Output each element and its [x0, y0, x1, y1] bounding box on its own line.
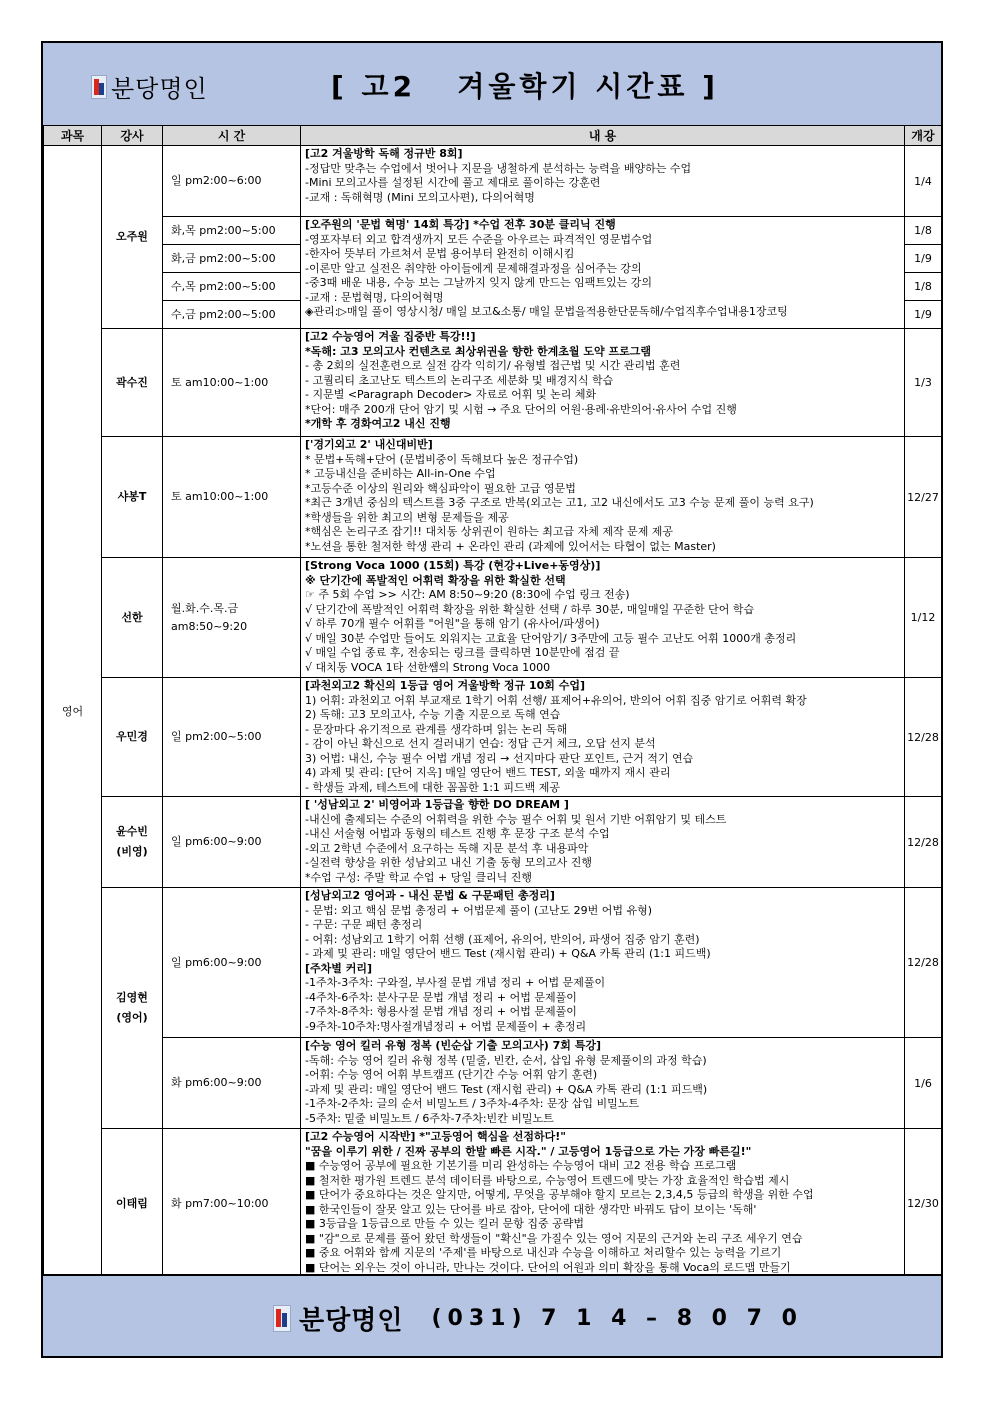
- table-row: [44, 678, 942, 797]
- col-start: 개강: [905, 126, 942, 146]
- content-cell: [301, 329, 905, 437]
- teacher-cell: 오주원: [102, 146, 163, 329]
- content-line: [수능 영어 킬러 유형 정복 (빈순삽 기출 모의고사) 7회 특강]: [305, 1039, 601, 1052]
- schedule-sheet: [41, 41, 943, 1358]
- content-line: -1주차-2주차: 글의 순서 비밀노트 / 3주차-4주차: 문장 삽입 비밀노트: [305, 1097, 640, 1110]
- content-line: [주차별 커리]: [305, 961, 373, 975]
- content-line: ※ 단기간에 폭발적인 어휘력 확장을 위한 확실한 선택: [305, 573, 566, 587]
- teacher-track: (영어): [116, 1011, 148, 1024]
- time-cell: 화,목 pm2:00~5:00: [163, 217, 301, 245]
- teacher-track: (비영): [116, 845, 148, 858]
- content-line: √ 매일 30분 수업만 들어도 외워지는 고효율 단어암기/ 3주만에 고등 필수 고난도 어휘 1000개 총정리: [305, 631, 797, 645]
- content-line: -7주차-8주차: 형용사절 문법 개념 정리 + 어법 문제풀이: [305, 1005, 577, 1018]
- content-line: [오주원의 '문법 혁명' 14회 특강] *수업 전후 30분 클리닉 진행: [305, 218, 616, 231]
- table-row: [44, 329, 942, 437]
- time-hours: am8:50~9:20: [171, 619, 248, 633]
- content-line: 1) 어휘: 과천외고 어휘 부교재로 1학기 어휘 선행/ 표제어+유의어, 반의어 어휘 집중 암기로 어휘력 확장: [305, 693, 807, 707]
- brand-logo-icon: [91, 75, 107, 99]
- teacher-cell: 우민경: [102, 678, 163, 797]
- brand-name: 분당명인: [111, 75, 208, 103]
- content-cell: [301, 217, 905, 329]
- start-cell: 1/8: [905, 217, 942, 245]
- teacher-cell: [102, 888, 163, 1129]
- content-line: ■ 수능영어 공부에 필요한 기본기를 미리 완성하는 수능영어 대비 고2 전용 학습 프로그램: [305, 1159, 737, 1172]
- content-line: - 구문: 구문 패턴 총정리: [305, 918, 423, 931]
- start-cell: 1/3: [905, 329, 942, 437]
- page-title: [ 고2 겨울학기 시간표 ]: [331, 70, 719, 103]
- time-cell: 화 pm6:00~9:00: [163, 1038, 301, 1129]
- start-cell: 12/28: [905, 678, 942, 797]
- content-line: 3) 어법: 내신, 수능 필수 어법 개념 정리 → 선지마다 판단 포인트, 근거 적기 연습: [305, 751, 694, 765]
- content-line: -이론만 알고 실전은 취약한 아이들에게 문제해결과정을 심어주는 강의: [305, 261, 642, 275]
- content-line: ■ 단어는 외우는 것이 아니라, 만나는 것이다. 단어의 어원과 의미 확장을 통해 Voca의 로드맵 만들기: [305, 1260, 791, 1274]
- table-row: [44, 146, 942, 217]
- content-cell: [301, 146, 905, 217]
- time-cell: [163, 558, 301, 678]
- start-cell: 12/30: [905, 1129, 942, 1279]
- content-line: -내신에 출제되는 수준의 어휘력을 위한 수능 필수 어휘 및 원서 기반 어휘암기 및 테스트: [305, 812, 727, 826]
- col-content: 내 용: [301, 126, 905, 146]
- content-line: [과천외고2 확신의 1등급 영어 겨울방학 정규 10회 수업]: [305, 679, 585, 692]
- content-line: -4주차-6주차: 분사구문 문법 개념 정리 + 어법 문제풀이: [305, 990, 577, 1004]
- content-line: 2) 독해: 고3 모의고사, 수능 기출 지문으로 독해 연습: [305, 708, 561, 721]
- content-cell: [301, 678, 905, 797]
- footer-contact: [273, 1300, 803, 1337]
- content-line: -외고 2학년 수준에서 요구하는 독해 지문 분석 후 내용파악: [305, 841, 589, 855]
- brand-logo: [91, 69, 208, 104]
- time-cell: 화,금 pm2:00~5:00: [163, 245, 301, 273]
- start-cell: 12/28: [905, 797, 942, 888]
- header-band: [43, 43, 941, 127]
- schedule-table: [43, 125, 942, 1279]
- content-line: [고2 수능영어 겨울 집중반 특강!!]: [305, 330, 476, 343]
- table-row: [44, 1038, 942, 1129]
- content-line: - 문법: 외고 핵심 문법 총정리 + 어법문제 풀이 (고난도 29번 어법 유형): [305, 903, 653, 917]
- time-cell: 수,목 pm2:00~5:00: [163, 273, 301, 301]
- content-cell: [301, 437, 905, 558]
- content-line: ☞ 주 5회 수업 >> 시간: AM 8:50~9:20 (8:30에 수업 링크 전송): [305, 588, 630, 601]
- content-line: *수업 구성: 주말 학교 수업 + 당일 클리닉 진행: [305, 870, 533, 884]
- content-line: [고2 수능영어 시작반] *"고등영어 핵심을 선점하다!": [305, 1130, 566, 1143]
- content-line: ■ 한국인들이 잘못 알고 있는 단어를 바로 잡아, 단어에 대한 생각만 바꿔도 답이 보이는 '독해': [305, 1202, 757, 1216]
- content-line: √ 단기간에 폭발적인 어휘력 확장을 위한 확실한 선택 / 하루 30분, 매일매일 꾸준한 단어 학습: [305, 602, 755, 616]
- teacher-cell: 이태림: [102, 1129, 163, 1279]
- content-line: *개학 후 경화여고2 내신 진행: [305, 417, 451, 430]
- col-time: 시 간: [163, 126, 301, 146]
- start-cell: 1/9: [905, 301, 942, 329]
- content-line: *단어: 매주 200개 단어 암기 및 시험 → 주요 단어의 어원·용례·유반의어·유사어 수업 진행: [305, 402, 737, 416]
- content-line: - 고퀄리티 초고난도 텍스트의 논리구조 세분화 및 배경지식 학습: [305, 373, 614, 387]
- time-cell: 화 pm7:00~10:00: [163, 1129, 301, 1279]
- content-line: [성남외고2 영어과 - 내신 문법 & 구문패턴 총정리]: [305, 889, 555, 902]
- content-line: -중3때 배운 내용, 수능 보는 그날까지 잊지 않게 만드는 임팩트있는 강의: [305, 276, 652, 289]
- content-line: -9주차-10주차:명사절개념정리 + 어법 문제풀이 + 총정리: [305, 1019, 587, 1033]
- content-line: √ 하루 70개 필수 어휘를 "어원"을 통해 암기 (유사어/파생어): [305, 617, 600, 630]
- content-line: ■ 철저한 평가원 트렌드 분석 데이터를 바탕으로, 수능영어 트렌드에 맞는 가장 효율적인 학습법 제시: [305, 1173, 790, 1187]
- teacher-cell: 곽수진: [102, 329, 163, 437]
- content-cell: [301, 558, 905, 678]
- content-line: -교재 : 문법혁명, 다의어혁명: [305, 290, 444, 304]
- content-line: - 어휘: 성남외고 1학기 어휘 선행 (표제어, 유의어, 반의어, 파생어 집중 암기 훈련): [305, 932, 700, 946]
- start-cell: 1/12: [905, 558, 942, 678]
- time-cell: 토 am10:00~1:00: [163, 329, 301, 437]
- time-cell: 토 am10:00~1:00: [163, 437, 301, 558]
- content-cell: [301, 888, 905, 1038]
- footer-band: [43, 1274, 941, 1356]
- time-cell: 일 pm2:00~6:00: [163, 146, 301, 217]
- table-row: [44, 797, 942, 888]
- content-line: ■ "감"으로 문제를 풀어 왔던 학생들이 "확신"을 가질수 있는 영어 지문의 근거와 논리 구조 세우기 연습: [305, 1231, 803, 1245]
- content-line: -한자어 뜻부터 가르쳐서 문법 용어부터 완전히 이해시킴: [305, 247, 575, 260]
- content-line: * 고등내신을 준비하는 All-in-One 수업: [305, 467, 496, 480]
- content-line: - 감이 아닌 확신으로 선지 걸러내기 연습: 정답 근거 체크, 오답 선지 분석: [305, 737, 656, 750]
- content-line: ■ 3등급을 1등급으로 만들 수 있는 킬러 문항 집중 공략법: [305, 1217, 585, 1230]
- table-row: [44, 888, 942, 1038]
- start-cell: 1/4: [905, 146, 942, 217]
- content-line: -Mini 모의고사를 설정된 시간에 풀고 제대로 풀이하는 강훈련: [305, 176, 601, 189]
- table-row: [44, 437, 942, 558]
- content-line: -내신 서술형 어법과 동형의 테스트 진행 후 문장 구조 분석 수업: [305, 827, 610, 840]
- time-cell: 일 pm6:00~9:00: [163, 797, 301, 888]
- content-line: - 과제 및 관리: 매일 영단어 밴드 Test (재시험 관리) + Q&A 카톡 관리 (1:1 피드백): [305, 947, 711, 960]
- content-line: *고등수준 이상의 원리와 핵심파악이 필요한 고급 영문법: [305, 481, 576, 495]
- col-subject: 과목: [44, 126, 102, 146]
- start-cell: 1/8: [905, 273, 942, 301]
- footer-logo-icon: [273, 1305, 291, 1332]
- content-line: √ 대치동 VOCA 1타 선한쌤의 Strong Voca 1000: [305, 660, 551, 674]
- content-line: -영포자부터 외고 합격생까지 모든 수준을 아우르는 파격적인 영문법수업: [305, 232, 653, 246]
- content-cell: [301, 1038, 905, 1129]
- col-teacher: 강사: [102, 126, 163, 146]
- content-line: -실전력 향상을 위한 성남외고 내신 기출 동형 모의고사 진행: [305, 856, 592, 869]
- content-line: -과제 및 관리: 매일 영단어 밴드 Test (재시험 관리) + Q&A 카톡 관리 (1:1 피드백): [305, 1082, 708, 1096]
- teacher-cell: 샤봉T: [102, 437, 163, 558]
- teacher-name: 김영현: [116, 991, 148, 1004]
- content-line: "꿈을 이루기 위한 / 진짜 공부의 한발 빠른 시작." / 고등영어 1등급으로 가는 가장 빠른길!": [305, 1144, 752, 1158]
- content-line: ■ 중요 어휘와 함께 지문의 '주제'를 바탕으로 내신과 수능을 이해하고 처리할수 있는 능력을 기르기: [305, 1246, 782, 1259]
- time-cell: 일 pm6:00~9:00: [163, 888, 301, 1038]
- content-line: *노션을 통한 철저한 학생 관리 + 온라인 관리 (과제에 있어서는 타협이 없는 Master): [305, 539, 716, 553]
- content-cell: [301, 1129, 905, 1279]
- content-line: * 문법+독해+단어 (문법비중이 독해보다 높은 정규수업): [305, 452, 579, 466]
- time-days: 월.화.수.목.금: [171, 601, 239, 615]
- time-cell: 수,금 pm2:00~5:00: [163, 301, 301, 329]
- content-line: -독해: 수능 영어 킬러 유형 정복 (밑줄, 빈칸, 순서, 삽입 유형 문제풀이의 과정 학습): [305, 1053, 707, 1067]
- table-row: [44, 217, 942, 245]
- start-cell: 12/27: [905, 437, 942, 558]
- content-line: *독해: 고3 모의고사 컨텐츠로 최상위권을 향한 한계초월 도약 프로그램: [305, 344, 651, 358]
- content-cell: [301, 797, 905, 888]
- phone-number: (031) 7 1 4 – 8 0 7 0: [431, 1306, 803, 1331]
- footer-brand: 분당명인: [299, 1306, 404, 1336]
- content-line: [Strong Voca 1000 (15회) 특강 (현강+Live+동영상)]: [305, 559, 601, 572]
- content-line: 4) 과제 및 관리: [단어 지옥] 매일 영단어 밴드 TEST, 외울 때까지 재시 관리: [305, 766, 671, 779]
- table-row: [44, 1129, 942, 1279]
- content-line: - 학생들 과제, 테스트에 대한 꼼꼼한 1:1 피드백 제공: [305, 780, 561, 794]
- subject-cell: 영어: [44, 146, 102, 1279]
- teacher-cell: 선한: [102, 558, 163, 678]
- teacher-cell: [102, 797, 163, 888]
- content-line: *학생들을 위한 최고의 변형 문제들을 제공: [305, 510, 509, 524]
- content-line: ['경기외고 2' 내신대비반]: [305, 438, 433, 451]
- content-line: ■ 단어가 중요하다는 것은 알지만, 어떻게, 무엇을 공부해야 할지 모르는 2,3,4,5 등급의 학생을 위한 수업: [305, 1188, 814, 1201]
- table-header-row: [44, 126, 942, 146]
- content-line: *최근 3개년 중심의 텍스트를 3중 구조로 반복(외고는 고1, 고2 내신에서도 고3 수능 문제 풀이 능력 요구): [305, 496, 814, 509]
- start-cell: 12/28: [905, 888, 942, 1038]
- content-line: [ '성남외고 2' 비영어과 1등급을 향한 DO DREAM ]: [305, 798, 569, 811]
- content-line: - 문장마다 유기적으로 관계를 생각하며 읽는 논리 독해: [305, 722, 568, 736]
- content-line: -5주차: 밑줄 비밀노트 / 6주차-7주차:빈칸 비밀노트: [305, 1111, 554, 1125]
- content-line: [고2 겨울방학 독해 정규반 8회]: [305, 147, 463, 160]
- content-line: -교재 : 독해혁명 (Mini 모의고사편), 다의어혁명: [305, 190, 535, 204]
- content-line: *핵심은 논리구조 잡기!! 대치동 상위권이 원하는 최고급 자체 제작 문제 제공: [305, 525, 674, 538]
- content-line: -어휘: 수능 영어 어휘 부트캠프 (단기간 수능 어휘 암기 훈련): [305, 1068, 598, 1081]
- content-line: - 지문별 <Paragraph Decoder> 자료로 어휘 및 논리 체화: [305, 388, 597, 401]
- start-cell: 1/6: [905, 1038, 942, 1129]
- content-line: -1주차-3주차: 구와절, 부사절 문법 개념 정리 + 어법 문제풀이: [305, 976, 606, 989]
- content-line: ◈관리:▷매일 풀이 영상시청/ 매일 보고&소통/ 매일 문법을적용한단문독해/수업직후수업내용1장코팅: [305, 305, 788, 318]
- start-cell: 1/9: [905, 245, 942, 273]
- teacher-name: 윤수빈: [116, 825, 148, 838]
- content-line: - 총 2회의 실전훈련으로 실전 감각 익히기/ 유형별 접근법 및 시간 관리법 훈련: [305, 359, 681, 372]
- table-row: [44, 558, 942, 678]
- content-line: √ 매일 수업 종료 후, 전송되는 링크를 클릭하면 10분만에 점검 끝: [305, 646, 620, 659]
- content-line: -정답만 맞추는 수업에서 벗어나 지문을 냉철하게 분석하는 능력을 배양하는 수업: [305, 161, 692, 175]
- time-cell: 일 pm2:00~5:00: [163, 678, 301, 797]
